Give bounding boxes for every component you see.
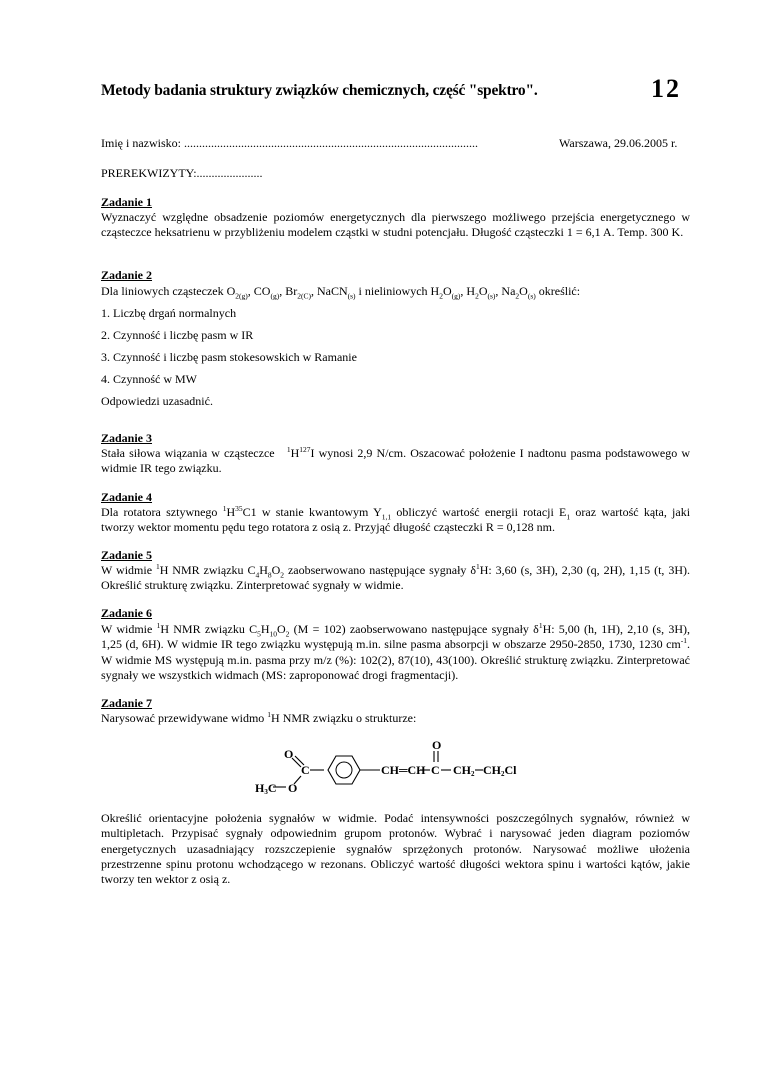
- chlorine-atom: Cl: [504, 763, 517, 777]
- task-2-title: Zadanie 2: [101, 268, 153, 282]
- task-2-conclusion: Odpowiedzi uzasadnić.: [101, 394, 213, 408]
- page-number: 12: [651, 74, 681, 103]
- keto-carbon: C: [431, 763, 440, 777]
- chemical-structure: [250, 740, 540, 796]
- task-3-title: Zadanie 3: [101, 431, 153, 445]
- task-7-title: Zadanie 7: [101, 696, 153, 710]
- task-2-intro: Dla liniowych cząsteczek $O_{2(g)}$, $CO_{(g)}$, $Br_{2(C)}$, NaCN$_{(s)}$ i nieliniowych $H_2O_{(g)}$, $H_2O_{(s)}$, $Na_2O_{(s)}$ określić:: [101, 284, 581, 301]
- prerequisites-field: PREREKWIZYTY:......................: [101, 166, 263, 180]
- task-6-title: Zadanie 6: [101, 606, 153, 620]
- methylene-group-1: CH2: [453, 763, 475, 778]
- task-7-intro: Narysować przewidywane widmo $^1$H NMR związku o strukturze:: [101, 710, 417, 725]
- task-5-title: Zadanie 5: [101, 548, 153, 562]
- task-6-text: W widmie $^1$H NMR związku $C_5H_{10}O_2$ (M = 102) zaobserwowano następujące sygnały $\delta^1H$: 5,00 (h, 1H), 2,10 (s, 3H), 1,25 (d, 6H). W widmie IR tego związku występują m.in. silne pasma absorpcji w obszarze 2950-2850, 1730, 1230 $cm^{-1}$. W widmie MS występują m.in. pasma przy m/z (%): 102(2), 87(10), 43(100). Określić strukturę związku. Zinterpretować sygnały we wszystkich widmach (MS: zaproponować drogi fragmentacji).: [101, 621, 691, 682]
- methylene-group-2: CH2Cl: [483, 763, 517, 778]
- date-text: Warszawa, 29.06.2005 r.: [559, 136, 678, 150]
- vinyl-group: CH═CH: [381, 763, 426, 777]
- task-5-text: W widmie $^1$H NMR związku $C_4H_8O_2$ zaobserwowano następujące sygnały $\delta^1H$: 3,60 (s, 3H), 2,30 (q, 2H), 1,15 (t, 3H). Określić strukturę związku. Zinterpretować sygnały w widmie.: [101, 562, 690, 593]
- task-2-item: 1. Liczbę drgań normalnych: [101, 306, 237, 320]
- benzene-ring: [328, 756, 360, 784]
- document-title: Metody badania struktury związków chemicznych, część "spektro".: [101, 82, 538, 99]
- ester-carbonyl-oxygen: O: [284, 747, 294, 761]
- aromatic-circle: [336, 762, 352, 778]
- methyl-group: H3C: [255, 781, 277, 796]
- task-3-text: Stała siłowa wiązania w cząsteczce $^1H^{127}I$ wynosi 2,9 N/cm. Oszacować położenie I nadtonu pasma podstawowego w widmie IR tego związku.: [101, 445, 691, 476]
- ester-carbon: C: [301, 763, 310, 777]
- name-field: Imię i nazwisko: ..................................................................................................: [101, 136, 478, 150]
- task-7-text: Określić orientacyjne położenia sygnałów w widmie. Podać intensywności poszczególnych sygnałów, również w multipletach. Przypisać sygnały odpowiednim grupom protonów. Wybrać i narysować jeden diagram poziomów energetycznych uzasadniający rozszczepienie sygnałów sprzężonych protonów. Narysować możliwe ułożenia przestrzenne spinu protonu wchodzącego w rezonans. Obliczyć wartość długości wektora spinu i wartości kątów, jakie tworzy ten wektor z osią z.: [101, 811, 690, 887]
- task-1-text: Wyznaczyć względne obsadzenie poziomów energetycznych dla pierwszego możliwego przejścia energetycznego w cząsteczce heksatrienu w przybliżeniu modelem cząstki w studni potencjału. Długość cząsteczki 1 = 6,1 A. Temp. 300 K.: [101, 210, 690, 240]
- ester-oxygen: O: [288, 781, 298, 795]
- task-2-item: 2. Czynność i liczbę pasm w IR: [101, 328, 254, 342]
- task-2-item: 4. Czynność w MW: [101, 372, 197, 386]
- task-4-text: Dla rotatora sztywnego $^1H^{35}C1$ w stanie kwantowym $Y_{1,1}$ obliczyć wartość energii rotacji $E_1$ oraz wartość kąta, jaki tworzy wektor momentu pędu tego rotatora z osią z. Przyjąć długość cząsteczki R = 0,128 nm.: [101, 504, 691, 535]
- task-1-title: Zadanie 1: [101, 195, 153, 209]
- task-2-item: 3. Czynność i liczbę pasm stokesowskich w Ramanie: [101, 350, 357, 364]
- task-4-title: Zadanie 4: [101, 490, 153, 504]
- keto-oxygen: O: [432, 740, 442, 752]
